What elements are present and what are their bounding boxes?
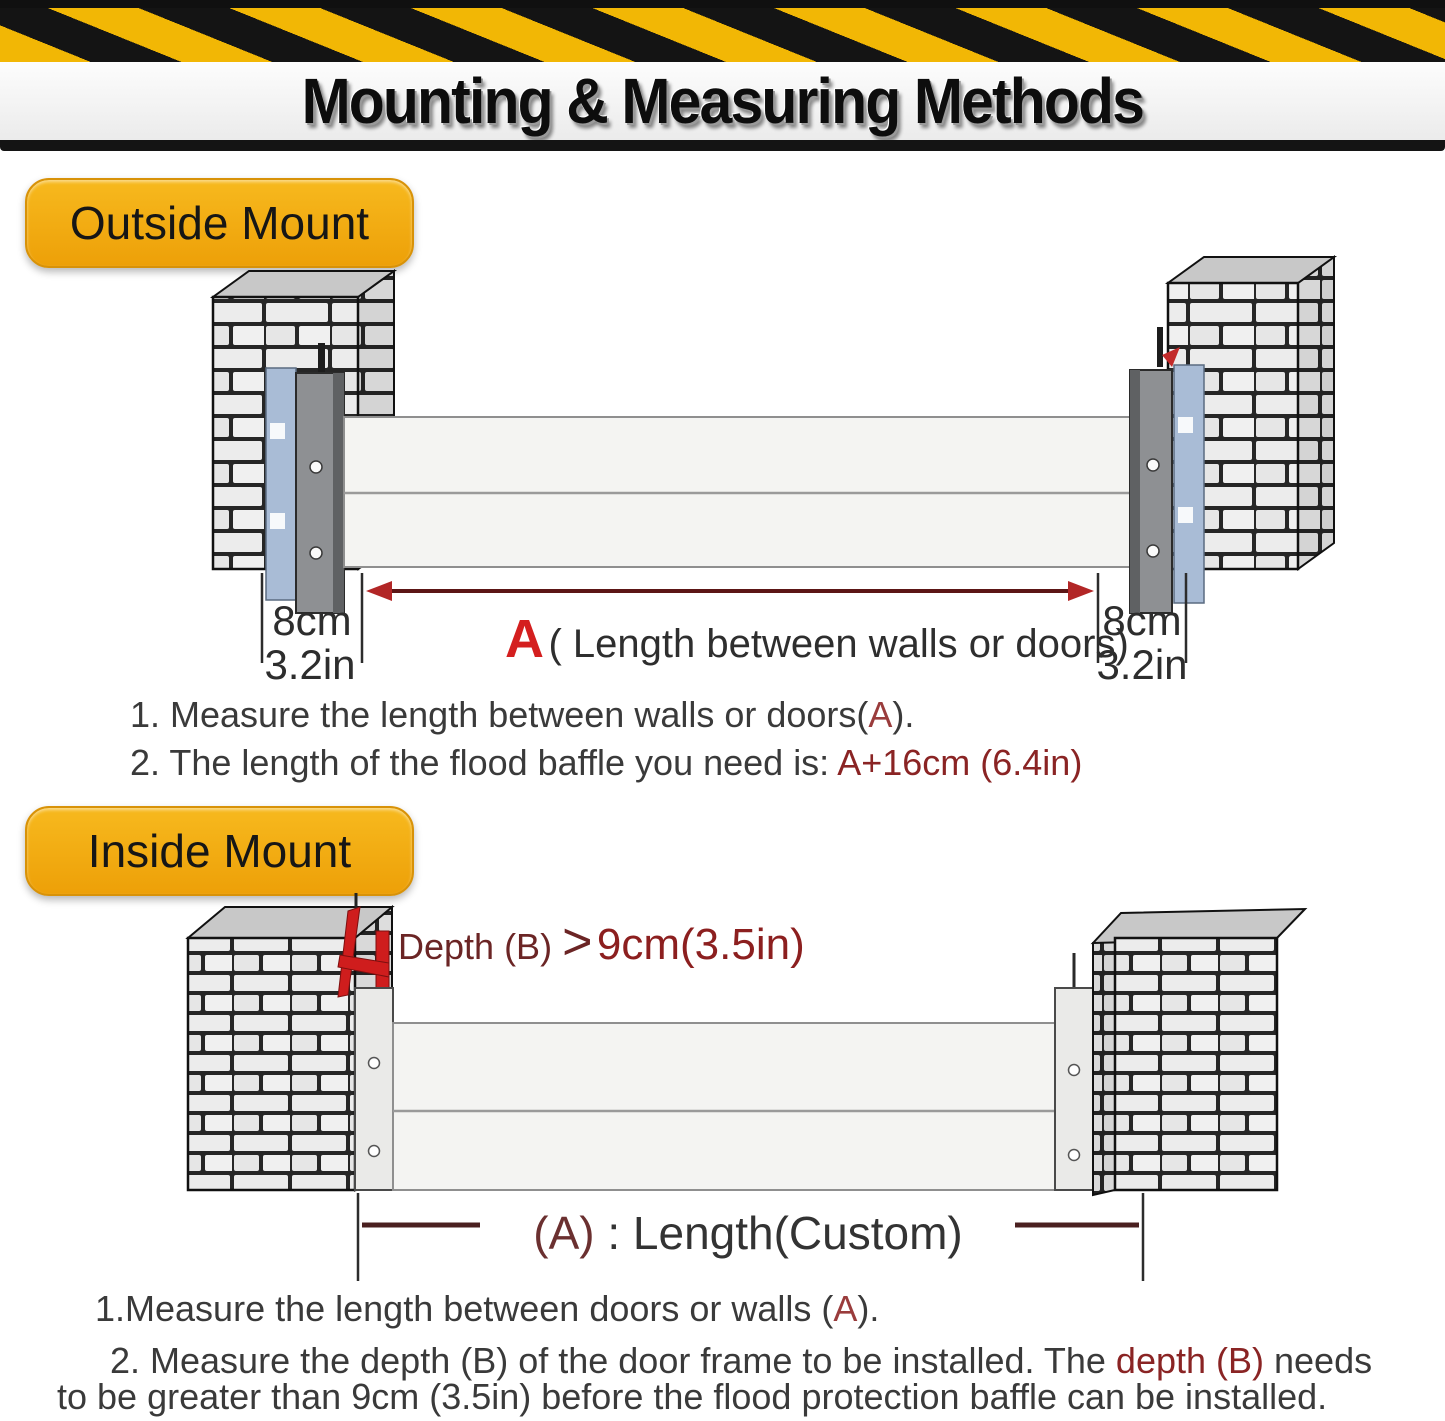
- channel-bracket-edge: [1130, 370, 1140, 613]
- outside-instr1-end: ).: [892, 694, 915, 735]
- page-title: Mounting & Measuring Methods: [301, 65, 1144, 137]
- screw-hole: [369, 1058, 380, 1069]
- inside-barrier: [393, 1023, 1055, 1190]
- outside-instr2-text: 2. The length of the flood baffle you need is:: [130, 742, 838, 783]
- inside-mount-diagram: [0, 893, 1445, 1283]
- inside-instr1-letter: A: [833, 1288, 858, 1329]
- pillar-side-shade: [1093, 938, 1115, 1195]
- inside-left-channel: [355, 988, 393, 1190]
- depth-label-value: 9cm(3.5in): [596, 920, 805, 969]
- outside-instr1-text: 1. Measure the length between walls or doors(: [130, 694, 869, 735]
- arrowhead-right: [1068, 581, 1094, 601]
- length-label: [533, 1207, 963, 1259]
- depth-label: [398, 913, 805, 971]
- outside-instr1-letter: A: [868, 694, 893, 735]
- pillar-front-face: [188, 938, 355, 1190]
- dim-left-in: 3.2in: [264, 641, 356, 688]
- dim-right-cm: 8cm: [1102, 597, 1182, 644]
- inside-instr1-text: 1.Measure the length between doors or walls (: [95, 1288, 834, 1329]
- inside-dimension: [358, 1193, 1143, 1281]
- outside-instruction-2: [130, 742, 1082, 784]
- screw-hole: [1147, 545, 1159, 557]
- outside-dimension: [262, 573, 1188, 688]
- outside-left-hardware: [266, 368, 344, 613]
- length-label-a: (A): [533, 1207, 595, 1259]
- depth-label-text: Depth (B): [398, 926, 563, 967]
- outside-right-hardware: [1130, 365, 1204, 613]
- arrowhead-left: [366, 581, 392, 601]
- outside-instruction-1: [130, 694, 914, 736]
- dim-right-in: 3.2in: [1096, 641, 1188, 688]
- dim-left-cm: 8cm: [272, 597, 352, 644]
- inside-instr1-end: ).: [857, 1288, 880, 1329]
- screw-hole: [310, 547, 322, 559]
- channel-bracket-edge: [333, 373, 344, 613]
- inside-instruction-1: [95, 1288, 879, 1330]
- strip-hole: [270, 513, 285, 529]
- length-label-rest: : Length(Custom): [607, 1207, 963, 1259]
- inside-right-pillar: [1093, 909, 1305, 1195]
- caution-tape-stripes: [0, 8, 1445, 62]
- anchor-bolt: [1157, 327, 1163, 367]
- inside-right-channel: [1055, 953, 1093, 1190]
- screw-hole: [369, 1146, 380, 1157]
- screw-hole: [1147, 459, 1159, 471]
- pillar-side-shade: [1298, 257, 1334, 569]
- barrier-panels: [393, 1023, 1055, 1190]
- dim-label: [505, 609, 1129, 669]
- inside-instr2-end: needs: [1264, 1340, 1373, 1381]
- outside-mount-badge: Outside Mount: [25, 178, 414, 268]
- inside-mount-badge: Inside Mount: [25, 806, 414, 896]
- strip-hole: [1178, 417, 1193, 433]
- seal-strip-blue: [1174, 365, 1204, 603]
- screw-hole: [310, 461, 322, 473]
- screw-hole: [1069, 1150, 1080, 1161]
- channel-bracket: [355, 988, 393, 1190]
- inside-instruction-2-line2: to be greater than 9cm (3.5in) before the flood protection baffle can be installed.: [57, 1376, 1328, 1417]
- pillar-front-face: [1115, 938, 1277, 1190]
- top-black-strip: [0, 0, 1445, 8]
- depth-label-gt: >: [562, 913, 593, 971]
- dim-label-rest: ( Length between walls or doors): [548, 622, 1129, 666]
- outside-instr2-formula: A+16cm (6.4in): [837, 742, 1083, 783]
- strip-hole: [270, 423, 285, 439]
- inside-instr2-text: 2. Measure the depth (B) of the door frame to be installed. The: [110, 1340, 1116, 1381]
- title-band: [0, 62, 1445, 140]
- screw-hole: [1069, 1065, 1080, 1076]
- outside-mount-diagram: [0, 255, 1445, 700]
- seal-strip-blue: [266, 368, 296, 600]
- dim-label-letter: A: [505, 609, 544, 669]
- strip-hole: [1178, 507, 1193, 523]
- outside-barrier: [344, 417, 1132, 567]
- inside-instr2-highlight: depth (B): [1115, 1340, 1264, 1381]
- header-divider-bar: [0, 140, 1445, 151]
- pillar-top-face: [188, 907, 392, 938]
